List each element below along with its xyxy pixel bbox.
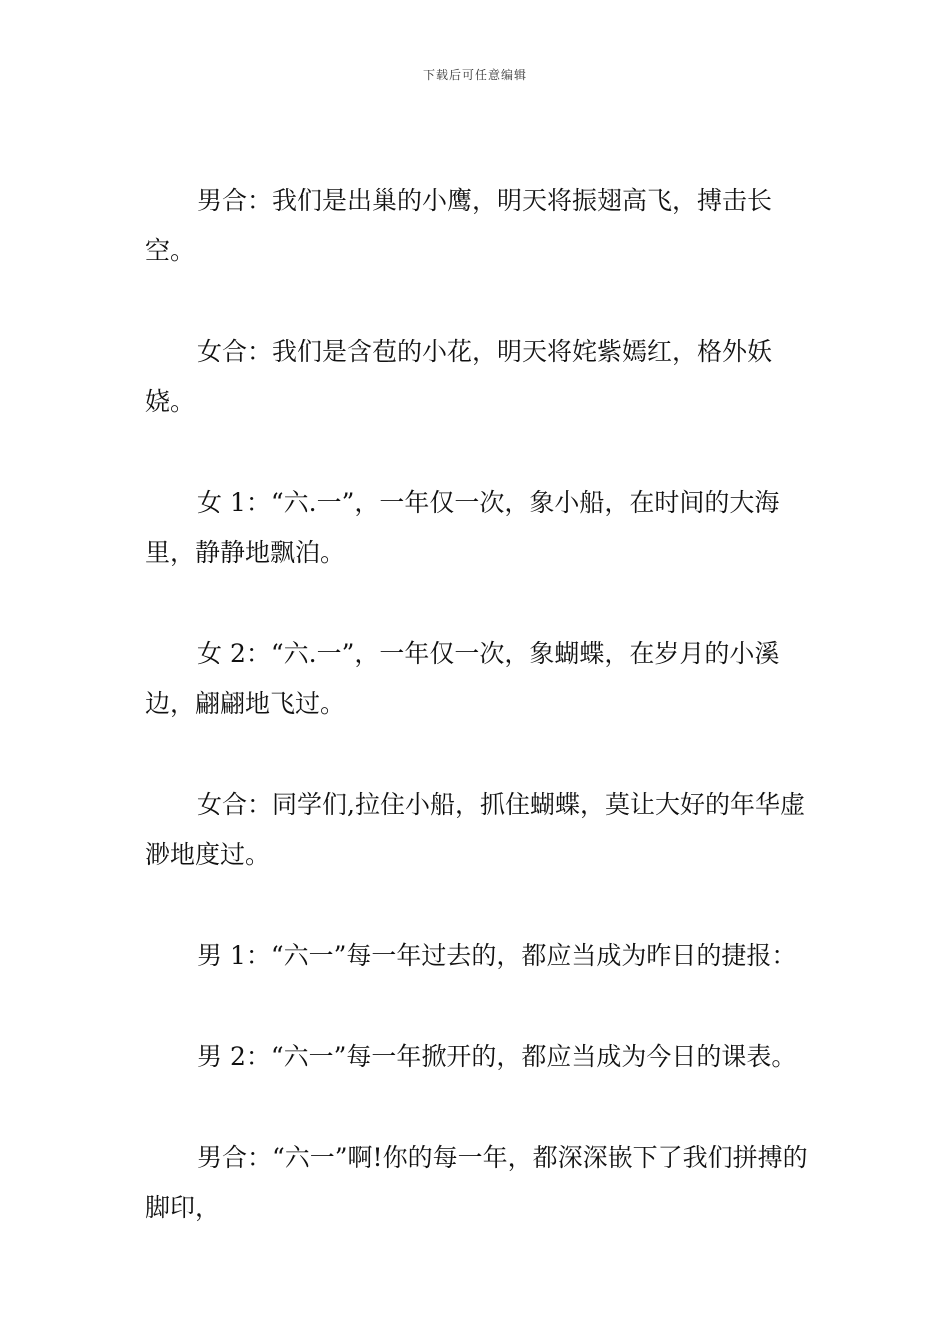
paragraph-7: 男 2：“六一”每一年掀开的，都应当成为今日的课表。	[197, 1042, 797, 1071]
document-body	[145, 176, 809, 1284]
paragraph-2: 女合：我们是含苞的小花，明天将姹紫嫣红，格外妖娆。	[145, 337, 773, 416]
paragraph-1: 男合：我们是出巢的小鹰，明天将振翅高飞，搏击长空。	[145, 186, 773, 265]
paragraph-3: 女 1：“六.一”，一年仅一次，象小船，在时间的大海里，静静地飘泊。	[145, 488, 780, 567]
paragraph-6: 男 1：“六一”每一年过去的，都应当成为昨日的捷报：	[197, 941, 797, 970]
paragraph-5: 女合：同学们,拉住小船，抓住蝴蝶，莫让大好的年华虚渺地度过。	[145, 790, 805, 869]
paragraph-4: 女 2：“六.一”，一年仅一次，象蝴蝶，在岁月的小溪边，翩翩地飞过。	[145, 639, 780, 718]
page-header: 下载后可任意编辑	[422, 68, 527, 82]
paragraph-8: 男合：“六一”啊!你的每一年，都深深嵌下了我们拼搏的脚印，	[145, 1143, 808, 1222]
